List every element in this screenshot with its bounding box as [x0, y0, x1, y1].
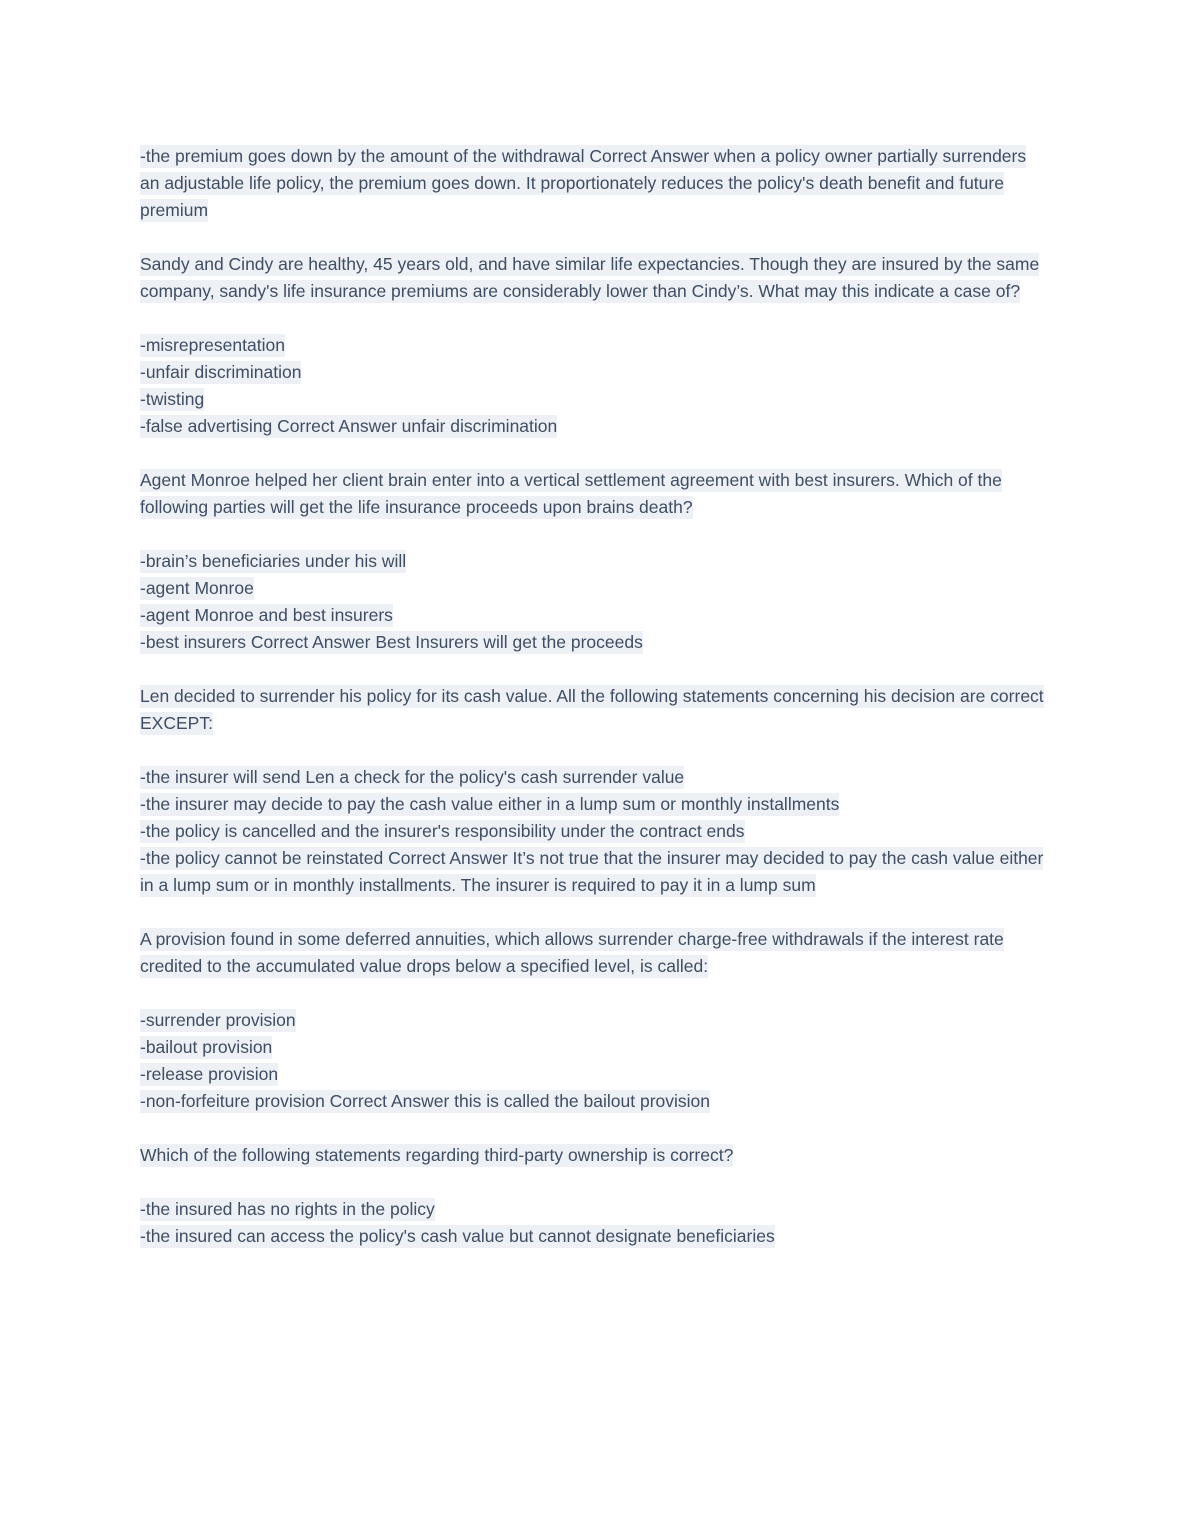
paragraph-block-question-paragraph	[140, 683, 1050, 737]
highlighted-text: -misrepresentation	[140, 335, 285, 355]
paragraph-block-options	[140, 1196, 1050, 1250]
text-line	[140, 1142, 1050, 1169]
highlighted-text: -the insurer may decide to pay the cash value either in a lump sum or monthly installments	[140, 794, 840, 814]
text-line	[140, 359, 1050, 386]
paragraph-block-options	[140, 332, 1050, 440]
highlighted-text: -the insurer will send Len a check for the policy's cash surrender value	[140, 767, 685, 787]
text-line	[140, 845, 1050, 899]
highlighted-text: -twisting	[140, 389, 205, 409]
text-line	[140, 1034, 1050, 1061]
text-line	[140, 602, 1050, 629]
highlighted-text: -non-forfeiture provision Correct Answer this is called the bailout provision	[140, 1091, 710, 1111]
highlighted-text: -the policy cannot be reinstated Correct Answer It’s not true that the insurer may decided to pay the cash value either in a lump sum or in monthly installments. The insurer is required to pay it in a lump sum	[140, 848, 1044, 895]
text-line	[140, 251, 1050, 305]
highlighted-text: -unfair discrimination	[140, 362, 302, 382]
highlighted-text: -the policy is cancelled and the insurer's responsibility under the contract ends	[140, 821, 745, 841]
highlighted-text: -the premium goes down by the amount of the withdrawal Correct Answer when a policy owner partially surrenders an adjustable life policy, the premium goes down. It proportionately reduces the policy's death benefit and future premium	[140, 146, 1027, 220]
text-line	[140, 764, 1050, 791]
text-line	[140, 683, 1050, 737]
highlighted-text: Sandy and Cindy are healthy, 45 years old, and have similar life expectancies. Though they are insured by the same company, sandy's life insurance premiums are considerably lower than Cindy’s. What may this indicate a case of?	[140, 254, 1040, 301]
text-line	[140, 926, 1050, 980]
text-line	[140, 818, 1050, 845]
highlighted-text: -false advertising Correct Answer unfair discrimination	[140, 416, 558, 436]
text-line	[140, 467, 1050, 521]
text-line	[140, 143, 1050, 224]
highlighted-text: -the insured can access the policy's cash value but cannot designate beneficiaries	[140, 1226, 775, 1246]
text-line	[140, 791, 1050, 818]
highlighted-text: -best insurers Correct Answer Best Insurers will get the proceeds	[140, 632, 643, 652]
paragraph-block-options	[140, 548, 1050, 656]
text-line	[140, 548, 1050, 575]
text-line	[140, 1088, 1050, 1115]
paragraph-block-options	[140, 1007, 1050, 1115]
highlighted-text: Len decided to surrender his policy for its cash value. All the following statements concerning his decision are correct EXCEPT:	[140, 686, 1044, 733]
paragraph-block-answer-paragraph	[140, 143, 1050, 224]
text-line	[140, 1007, 1050, 1034]
text-line	[140, 1061, 1050, 1088]
highlighted-text: Which of the following statements regarding third-party ownership is correct?	[140, 1145, 734, 1165]
highlighted-text: -agent Monroe	[140, 578, 254, 598]
paragraph-block-question-paragraph	[140, 926, 1050, 980]
text-line	[140, 332, 1050, 359]
text-line	[140, 629, 1050, 656]
highlighted-text: -the insured has no rights in the policy	[140, 1199, 435, 1219]
paragraph-block-question-paragraph	[140, 1142, 1050, 1169]
highlighted-text: -brain’s beneficiaries under his will	[140, 551, 407, 571]
paragraph-block-question-paragraph	[140, 467, 1050, 521]
highlighted-text: -bailout provision	[140, 1037, 273, 1057]
highlighted-text: A provision found in some deferred annuities, which allows surrender charge-free withdrawals if the interest rate credited to the accumulated value drops below a specified level, is called:	[140, 929, 1004, 976]
text-line	[140, 575, 1050, 602]
highlighted-text: -agent Monroe and best insurers	[140, 605, 393, 625]
text-line	[140, 1223, 1050, 1250]
text-line	[140, 386, 1050, 413]
paragraph-block-options	[140, 764, 1050, 899]
text-line	[140, 1196, 1050, 1223]
highlighted-text: Agent Monroe helped her client brain enter into a vertical settlement agreement with best insurers. Which of the following parties will get the life insurance proceeds upon brains death?	[140, 470, 1002, 517]
highlighted-text: -release provision	[140, 1064, 279, 1084]
highlighted-text: -surrender provision	[140, 1010, 296, 1030]
text-line	[140, 413, 1050, 440]
paragraph-block-question-paragraph	[140, 251, 1050, 305]
